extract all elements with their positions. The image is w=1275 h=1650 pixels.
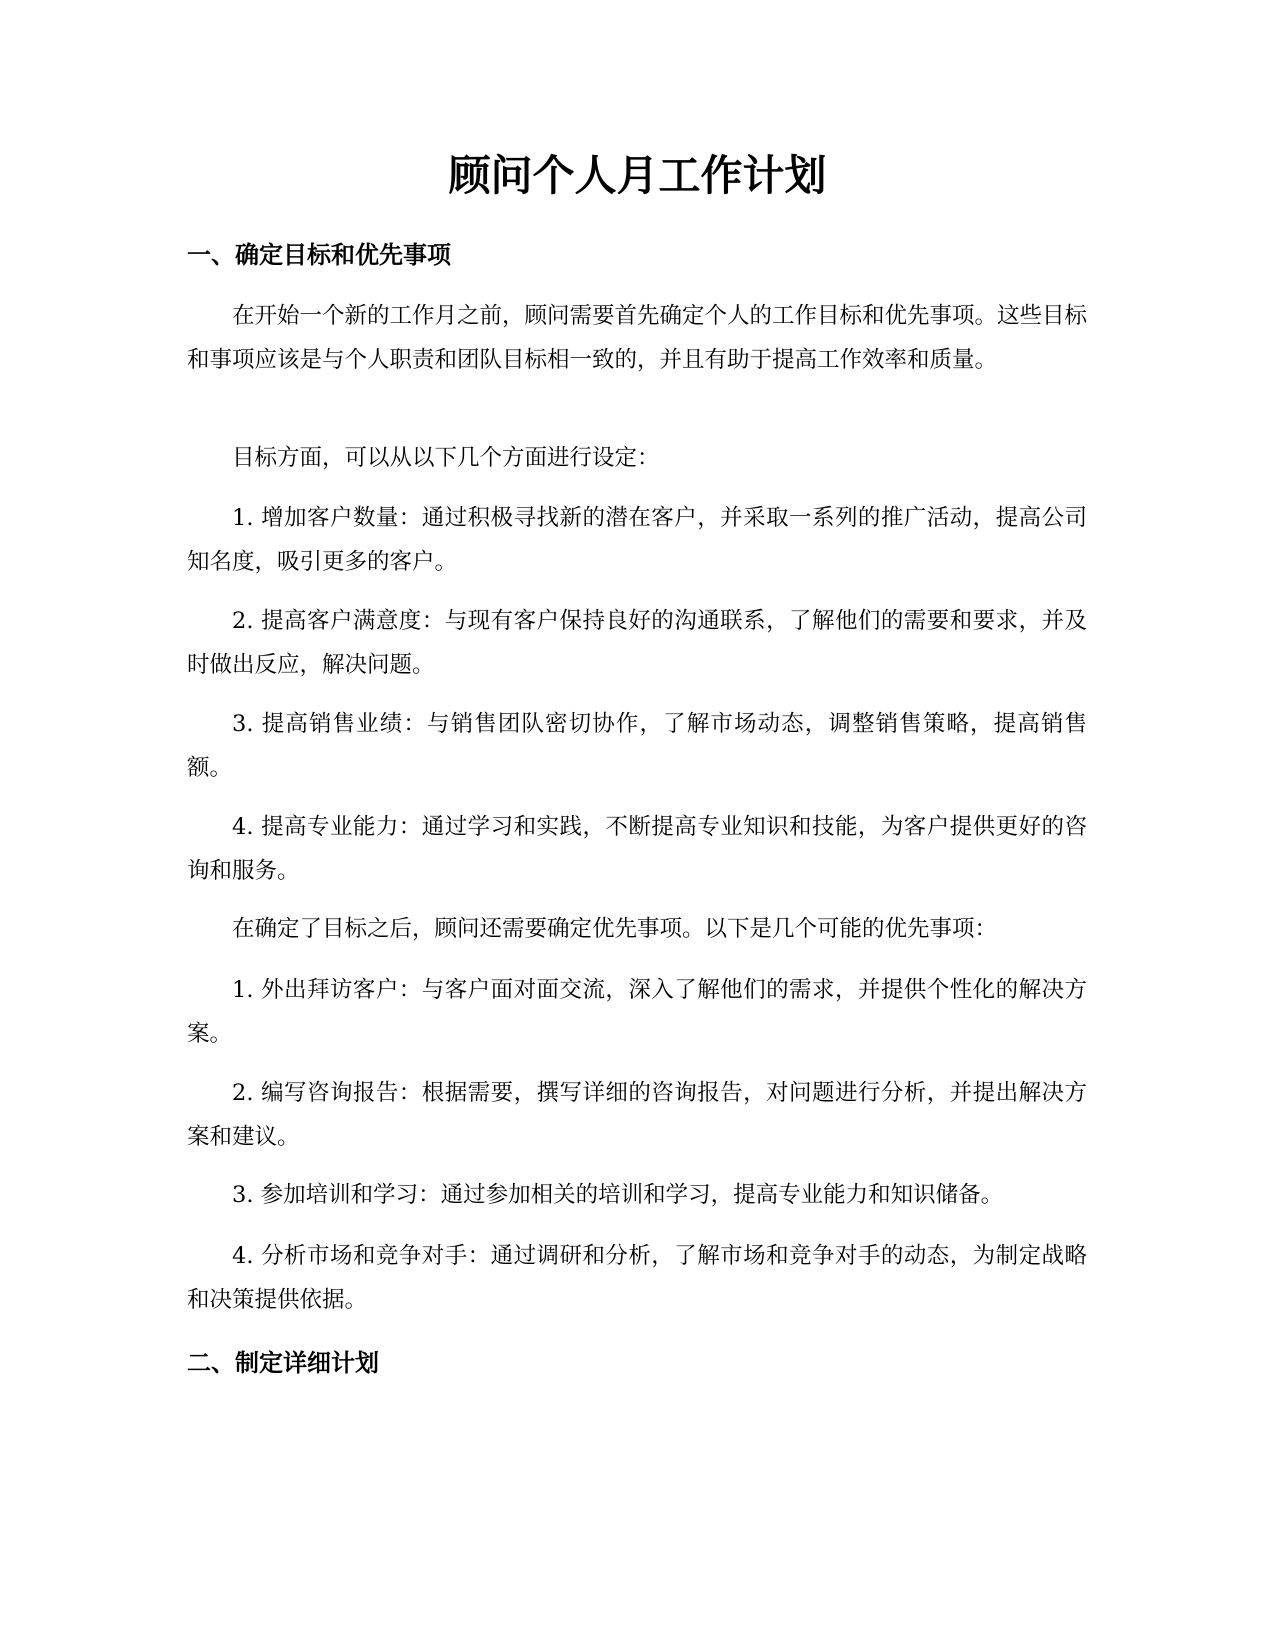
document-title: 顾问个人月工作计划: [448, 151, 827, 200]
paragraph-intro: 在开始一个新的工作月之前，顾问需要首先确定个人的工作目标和优先事项。这些目标和事项应该是与个人职责和团队目标相一致的，并且有助于提高工作效率和质量。: [187, 303, 1088, 373]
paragraph-priority-2: 2. 编写咨询报告：根据需要，撰写详细的咨询报告，对问题进行分析，并提出解决方案和建议。: [187, 1080, 1087, 1150]
paragraph-goal-4: 4. 提高专业能力：通过学习和实践，不断提高专业知识和技能，为客户提供更好的咨询和服务。: [187, 814, 1087, 884]
paragraph-goal-3: 3. 提高销售业绩：与销售团队密切协作，了解市场动态，调整销售策略，提高销售额。: [187, 711, 1087, 781]
section-heading-1: 一、确定目标和优先事项: [187, 241, 451, 269]
paragraph-goals-lead: 目标方面，可以从以下几个方面进行设定：: [232, 445, 660, 471]
paragraph-priorities-lead: 在确定了目标之后，顾问还需要确定优先事项。以下是几个可能的优先事项：: [232, 916, 998, 942]
paragraph-priority-4: 4. 分析市场和竞争对手：通过调研和分析，了解市场和竞争对手的动态，为制定战略和决策提供依据。: [187, 1243, 1087, 1313]
paragraph-goal-1: 1. 增加客户数量：通过积极寻找新的潜在客户，并采取一系列的推广活动，提高公司知名度，吸引更多的客户。: [187, 505, 1087, 575]
paragraph-goal-2: 2. 提高客户满意度：与现有客户保持良好的沟通联系，了解他们的需要和要求，并及时做出反应，解决问题。: [187, 608, 1087, 678]
paragraph-priority-3: 3. 参加培训和学习：通过参加相关的培训和学习，提高专业能力和知识储备。: [232, 1182, 1004, 1208]
paragraph-priority-1: 1. 外出拜访客户：与客户面对面交流，深入了解他们的需求，并提供个性化的解决方案。: [187, 977, 1087, 1047]
section-heading-2: 二、制定详细计划: [187, 1349, 379, 1377]
